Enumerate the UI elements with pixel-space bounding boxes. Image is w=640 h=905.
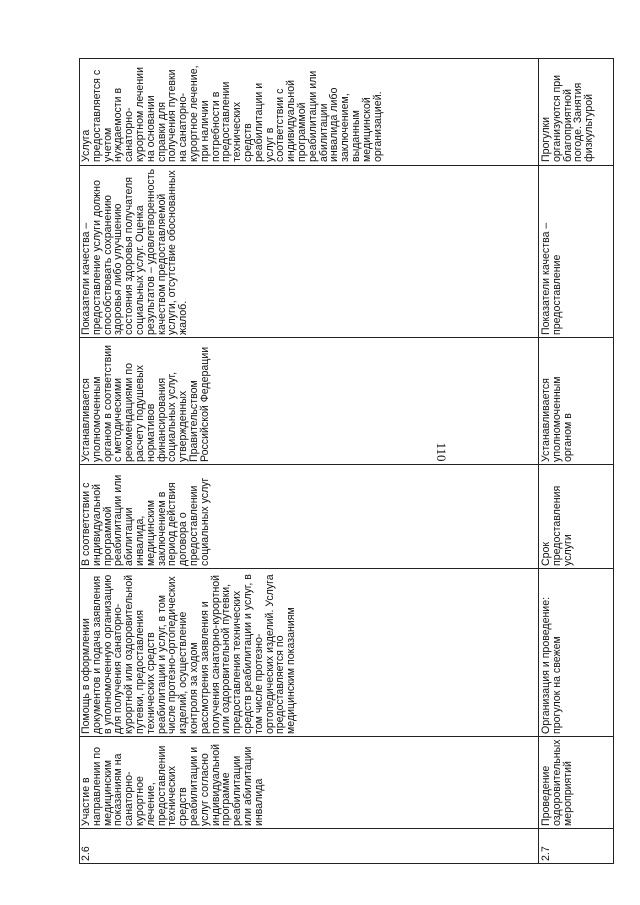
row-number: 2.6 bbox=[80, 846, 92, 861]
service-term: Срок предоставления услуги bbox=[540, 485, 574, 566]
service-term: В соответствии с индивидуальной программой реабилитации или абилитации инвалида, медицинским заключением в период действия договора о предоставлении социальных услуг bbox=[80, 474, 211, 566]
service-cost: Устанавливается уполномоченным органом в соответствии с методическими рекомендациями по расчету подушевых нормативов финансирования социальных услуг, утвержденных Правительством Российской Федерации bbox=[80, 344, 211, 462]
services-table bbox=[79, 58, 614, 864]
service-conditions: Прогулки организуются при благоприятной погоде. Занятия физкультурой bbox=[540, 74, 596, 162]
service-cost: Устанавливается уполномоченным органом в bbox=[540, 376, 574, 462]
service-quality: Показатели качества – предоставление bbox=[540, 222, 563, 335]
service-description: Организация и проведение: прогулок на свежем bbox=[540, 596, 563, 734]
row-number: 2.7 bbox=[540, 846, 552, 861]
page-number: 110 bbox=[434, 442, 449, 462]
service-name: Проведение оздоровительных мероприятий bbox=[540, 739, 574, 826]
service-description: Помощь в оформлении документов и подача заявления в уполномоченную организацию для получения санаторно-курортной или оздоровительной путевки, предоставления технических средств реабилитации и услуг, в том числе протезно-ортопедических изделий, осуществление контроля за ходом рассмотрения заявления и получения санаторно-курортной или оздоровительной путевки, предоставления технических средств реабилитации и услуг, в том числе протезно-ортопедических изделий. Услуга предоставляется по медицинским показаниям bbox=[80, 574, 298, 734]
table-row bbox=[79, 34, 538, 864]
service-conditions: Услуга предоставляется с учетом нуждаемости в санаторно-курортном лечении на основании справки для получения путевки на санаторно-курортное лечение, при наличии потребности в предоставлении технических средств реабилитации и услуг в соответствии с индивидуальной программой реабилитации или абилитации инвалида либо заключением, выданным медицинской организацией. bbox=[80, 65, 384, 162]
table-border-line bbox=[613, 58, 614, 864]
service-name: Участие в направлении по медицинским показаниям на санаторно-курортное лечение, предоставлении технических средств реабилитации и услуг согласно индивидуальной программе реабилитации или абилитации инвалида bbox=[80, 743, 265, 826]
table-row bbox=[539, 34, 613, 864]
service-quality: Показатели качества – предоставление услуги должно способствовать сохранению здоровья либо улучшению состояния здоровья получателя социальных услуг. Оценка результатов – удовлетворенность качеством предоставляемой услуги, отсутствие обоснованных жалоб. bbox=[80, 168, 190, 335]
